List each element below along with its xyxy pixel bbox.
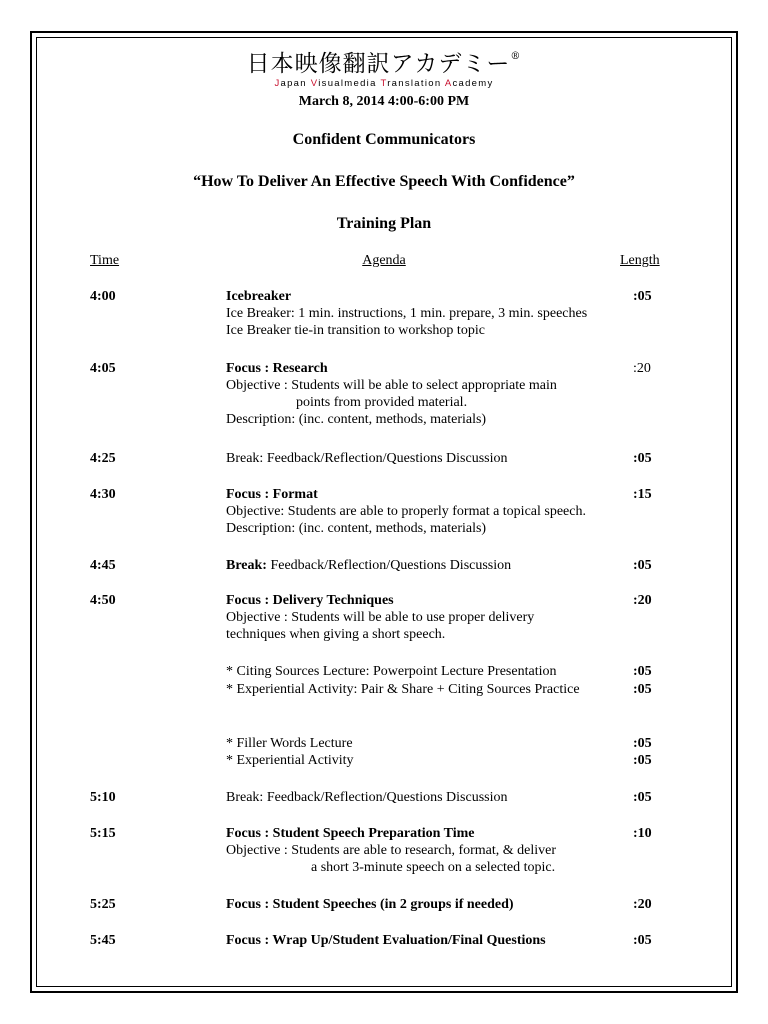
logo-initial: J: [274, 78, 281, 89]
row-agenda: [226, 557, 626, 574]
row-time: 5:15: [90, 826, 116, 841]
row-length: :05: [633, 933, 652, 948]
registered-mark: ®: [510, 51, 522, 62]
row-detail: Description: (inc. content, methods, materials): [226, 412, 487, 427]
row-time: 4:05: [90, 361, 116, 376]
row-time: 4:30: [90, 487, 116, 502]
row-detail: Description: (inc. content, methods, materials): [226, 521, 487, 536]
row-title: Focus : Delivery Techniques: [226, 593, 394, 608]
row-length: :05: [633, 558, 652, 573]
row-detail: Break: Feedback/Reflection/Questions Discussion: [226, 451, 508, 466]
plan-title: Training Plan: [336, 215, 432, 232]
row-title: Focus : Student Speeches (in 2 groups if needed): [226, 897, 514, 912]
row-length: :05: [633, 289, 652, 304]
logo-initial: V: [310, 78, 319, 89]
row-detail: Objective: Students are able to properly format a topical speech.: [226, 504, 586, 519]
academy-logo-japanese: 日本映像翻訳アカデミー: [246, 51, 511, 77]
row-agenda: [226, 825, 626, 876]
row-time: 4:50: [90, 593, 116, 608]
column-header-time: Time: [90, 253, 120, 268]
academy-logo-english: [0, 78, 768, 89]
row-length: :20: [633, 361, 651, 376]
column-header-length: Length: [620, 253, 660, 268]
event-date: March 8, 2014 4:00-6:00 PM: [298, 94, 470, 109]
row-time: 5:45: [90, 933, 116, 948]
logo-word: apan: [280, 78, 311, 89]
row-title: Focus : Format: [226, 487, 318, 502]
logo-initial: A: [444, 78, 453, 89]
row-length: :05: [633, 753, 652, 768]
row-length: :05: [633, 790, 652, 805]
logo-word: isualmedia: [318, 78, 381, 89]
break-label: Break:: [226, 558, 267, 573]
academy-logo: [0, 45, 768, 78]
row-detail: Break: Feedback/Reflection/Questions Discussion: [226, 790, 508, 805]
row-length: :05: [633, 736, 652, 751]
row-detail: * Citing Sources Lecture: Powerpoint Lecture Presentation: [226, 664, 557, 679]
row-length: :20: [633, 897, 652, 912]
row-detail: points from provided material.: [296, 395, 468, 410]
row-detail: * Experiential Activity: Pair & Share + Citing Sources Practice: [226, 682, 580, 697]
row-detail: Objective : Students will be able to use proper delivery: [226, 610, 535, 625]
row-title: Focus : Wrap Up/Student Evaluation/Final Questions: [226, 933, 546, 948]
row-time: 4:45: [90, 558, 116, 573]
row-title: Focus : Student Speech Preparation Time: [226, 826, 475, 841]
row-title: Icebreaker: [226, 289, 292, 304]
row-time: 5:10: [90, 790, 116, 805]
column-header-agenda: Agenda: [362, 253, 406, 268]
row-detail: Feedback/Reflection/Questions Discussion: [266, 558, 512, 573]
row-time: 4:00: [90, 289, 116, 304]
row-detail: techniques when giving a short speech.: [226, 627, 446, 642]
row-detail: Ice Breaker: 1 min. instructions, 1 min. prepare, 3 min. speeches: [226, 306, 588, 321]
workshop-title: “How To Deliver An Effective Speech With Confidence”: [193, 173, 575, 190]
logo-word: ranslation: [387, 78, 445, 89]
row-length: :20: [633, 593, 652, 608]
row-length: :10: [633, 826, 652, 841]
row-title: Focus : Research: [226, 361, 328, 376]
row-detail: * Filler Words Lecture: [226, 736, 353, 751]
row-agenda: [226, 288, 626, 339]
logo-initial: T: [380, 78, 388, 89]
row-agenda: [226, 592, 626, 643]
row-length: :05: [633, 451, 652, 466]
row-time: 4:25: [90, 451, 116, 466]
logo-word: cademy: [452, 78, 494, 89]
row-detail: Objective : Students are able to research, format, & deliver: [226, 843, 557, 858]
row-agenda: [226, 486, 626, 537]
row-length: :05: [633, 664, 652, 679]
row-length: :05: [633, 682, 652, 697]
row-length: :15: [633, 487, 652, 502]
row-detail: a short 3-minute speech on a selected topic.: [311, 860, 556, 875]
row-detail: Ice Breaker tie-in transition to workshop topic: [226, 323, 485, 338]
row-agenda: [226, 360, 626, 428]
row-detail: * Experiential Activity: [226, 753, 354, 768]
row-detail: Objective : Students will be able to select appropriate main: [226, 378, 557, 393]
row-time: 5:25: [90, 897, 116, 912]
organization-name: Confident Communicators: [292, 131, 476, 148]
